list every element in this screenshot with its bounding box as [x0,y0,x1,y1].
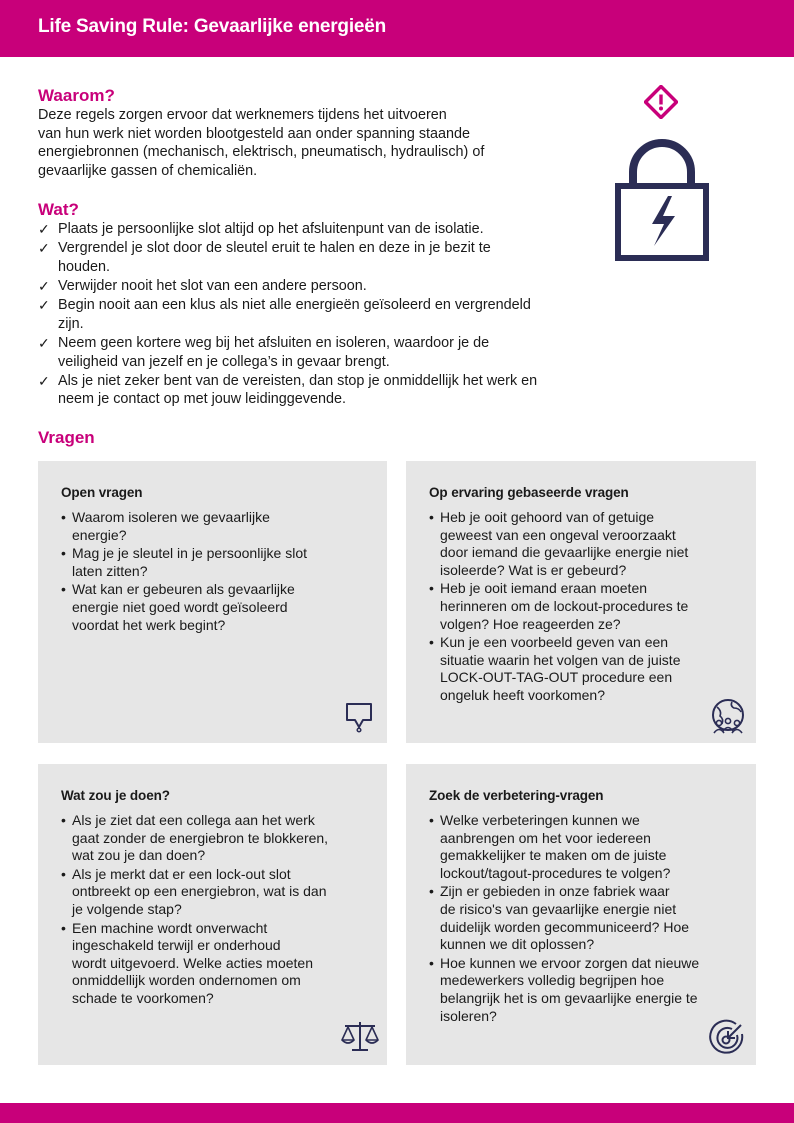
question-line: Heb je ooit iemand eraan moeten [440,580,648,597]
question-line: Zijn er gebieden in onze fabriek waar [440,883,670,900]
question-line: isoleren? [440,1007,497,1024]
card-title: Wat zou je doen? [61,788,170,803]
question-line: Een machine wordt onverwacht [72,919,268,936]
question-line: gaat zonder de energiebron te blokkeren, [72,829,329,846]
question-item [429,509,734,579]
bullet-icon: • [61,581,66,598]
what-heading: Wat? [38,200,79,219]
check-icon: ✓ [38,297,50,314]
question-line: volgen? Hoe reageerden ze? [440,615,621,632]
question-line: LOCK-OUT-TAG-OUT procedure een [440,669,673,686]
question-item [429,634,734,704]
speech-bubble-icon [342,699,376,733]
question-item [61,812,366,865]
question-item [61,509,361,544]
question-line: door iemand die gevaarlijke energie niet [440,544,689,561]
question-item [61,866,366,919]
question-line: Als je merkt dat er een lock-out slot [72,865,291,882]
scales-icon [340,1018,380,1054]
question-item [61,545,361,580]
footer-bar [0,1103,794,1123]
what-checklist [38,220,578,410]
checklist-line: Neem geen kortere weg bij het afsluiten en isoleren, waardoor je de [58,334,490,351]
question-line: energie? [72,526,127,543]
question-card-experience [406,461,756,743]
check-icon: ✓ [38,240,50,257]
checklist-item [38,239,578,276]
checklist-line: Vergrendel je slot door de sleutel eruit te halen en deze in je bezit te [58,240,491,257]
question-line: belangrijk het is om gevaarlijke energie te [440,989,698,1006]
bullet-icon: • [61,812,66,828]
question-line: Als je ziet dat een collega aan het werk [72,812,315,828]
question-line: isoleerde? Wat is er gebeurd? [440,561,627,578]
question-line: medewerkers volledig begrijpen hoe [440,972,665,989]
checklist-line: houden. [58,258,111,275]
question-item [429,812,739,882]
question-line: de risico's van gevaarlijke energie niet [440,900,677,917]
page-title: Life Saving Rule: Gevaarlijke energieën [38,16,387,37]
question-line: geweest van een ongeval veroorzaakt [440,526,676,543]
question-line: Kun je een voorbeeld geven van een [440,634,669,651]
question-card-improvement [406,764,756,1065]
bullet-icon: • [61,865,66,882]
card-question-list [429,812,739,1026]
bullet-icon: • [61,545,66,562]
checklist-line: Begin nooit aan een klus als niet alle energieën geïsoleerd en vergrendeld [58,297,531,314]
checklist-line: zijn. [58,315,84,332]
checklist-item [38,372,578,409]
why-line: Deze regels zorgen ervoor dat werknemers tijdens het uitvoeren [38,107,447,123]
checklist-item [38,334,578,371]
question-card-what-would-you-do [38,764,387,1065]
check-icon: ✓ [38,372,50,389]
card-question-list [61,812,366,1009]
bullet-icon: • [429,883,434,900]
bullet-icon: • [429,580,434,597]
why-line: gevaarlijke gassen of chemicaliën. [38,162,258,179]
question-line: Wat kan er gebeuren als gevaarlijke [72,581,295,598]
warning-diamond-icon [644,85,678,119]
questions-heading: Vragen [38,428,95,447]
card-question-list [429,509,734,706]
check-icon: ✓ [38,334,50,351]
question-line: gemakkelijker te maken om de juiste [440,847,667,864]
card-title: Open vragen [61,485,143,500]
question-line: schade te voorkomen? [72,989,214,1006]
card-title: Zoek de verbetering-vragen [429,788,604,803]
bullet-icon: • [429,812,434,828]
question-line: laten zitten? [72,562,148,579]
checklist-line: veiligheid van jezelf en je collega’s in gevaar brengt. [58,353,390,370]
check-icon: ✓ [38,277,50,294]
question-line: Hoe kunnen we ervoor zorgen dat nieuwe [440,954,700,971]
header-bar [0,0,794,57]
bullet-icon: • [61,509,66,525]
why-text [38,106,528,180]
bullet-icon: • [61,919,66,936]
bullet-icon: • [429,954,434,971]
question-line: energie niet goed wordt geïsoleerd [72,598,288,615]
checklist-item [38,296,578,333]
question-item [61,920,366,1008]
question-card-open [38,461,387,743]
bullet-icon: • [429,634,434,651]
bullet-icon: • [429,509,434,525]
question-line: Welke verbeteringen kunnen we [440,812,640,828]
card-title: Op ervaring gebaseerde vragen [429,485,629,500]
question-line: wordt uitgevoerd. Welke acties moeten [72,954,313,971]
checklist-line: Plaats je persoonlijke slot altijd op het afsluitenpunt van de isolatie. [58,221,484,237]
question-line: aanbrengen om het voor iedereen [440,829,651,846]
why-line: energiebronnen (mechanisch, elektrisch, pneumatisch, hydraulisch) of [38,144,485,161]
question-item [61,581,361,634]
question-line: duidelijk worden gecommuniceerd? Hoe [440,918,690,935]
question-item [429,883,739,953]
question-line: kunnen we dit oplossen? [440,936,595,953]
question-line: lockout/tagout-procedures te volgen? [440,864,671,881]
question-line: Waarom isoleren we gevaarlijke [72,509,270,525]
question-line: Mag je je sleutel in je persoonlijke slot [72,545,308,562]
question-line: ongeluk heeft voorkomen? [440,686,605,703]
why-heading: Waarom? [38,86,115,105]
question-line: onmiddellijk worden ondernomen om [72,972,301,989]
card-question-list [61,509,361,635]
question-line: voordat het werk begint? [72,616,226,633]
why-line: van hun werk niet worden blootgesteld aan onder spanning staande [38,125,471,142]
globe-people-icon [708,697,748,737]
question-line: je volgende stap? [72,900,182,917]
checklist-line: Als je niet zeker bent van de vereisten, dan stop je onmiddellijk het werk en [58,372,538,389]
check-icon: ✓ [38,221,50,237]
question-line: wat zou je dan doen? [72,847,206,864]
question-line: Heb je ooit gehoord van of getuige [440,509,655,525]
checklist-item [38,220,578,239]
question-line: herinneren om de lockout-procedures te [440,597,689,614]
question-item [429,955,739,1025]
question-line: situatie waarin het volgen van de juiste [440,651,681,668]
checklist-line: neem je contact op met jouw leidinggevende. [58,391,346,408]
question-item [429,580,734,633]
question-line: ingeschakeld terwijl er onderhoud [72,937,281,954]
target-arrow-icon [708,1018,748,1058]
question-line: ontbreekt op een energiebron, wat is dan [72,883,327,900]
checklist-line: Verwijder nooit het slot van een andere persoon. [58,277,367,294]
padlock-lightning-icon [612,138,712,262]
checklist-item [38,277,578,296]
